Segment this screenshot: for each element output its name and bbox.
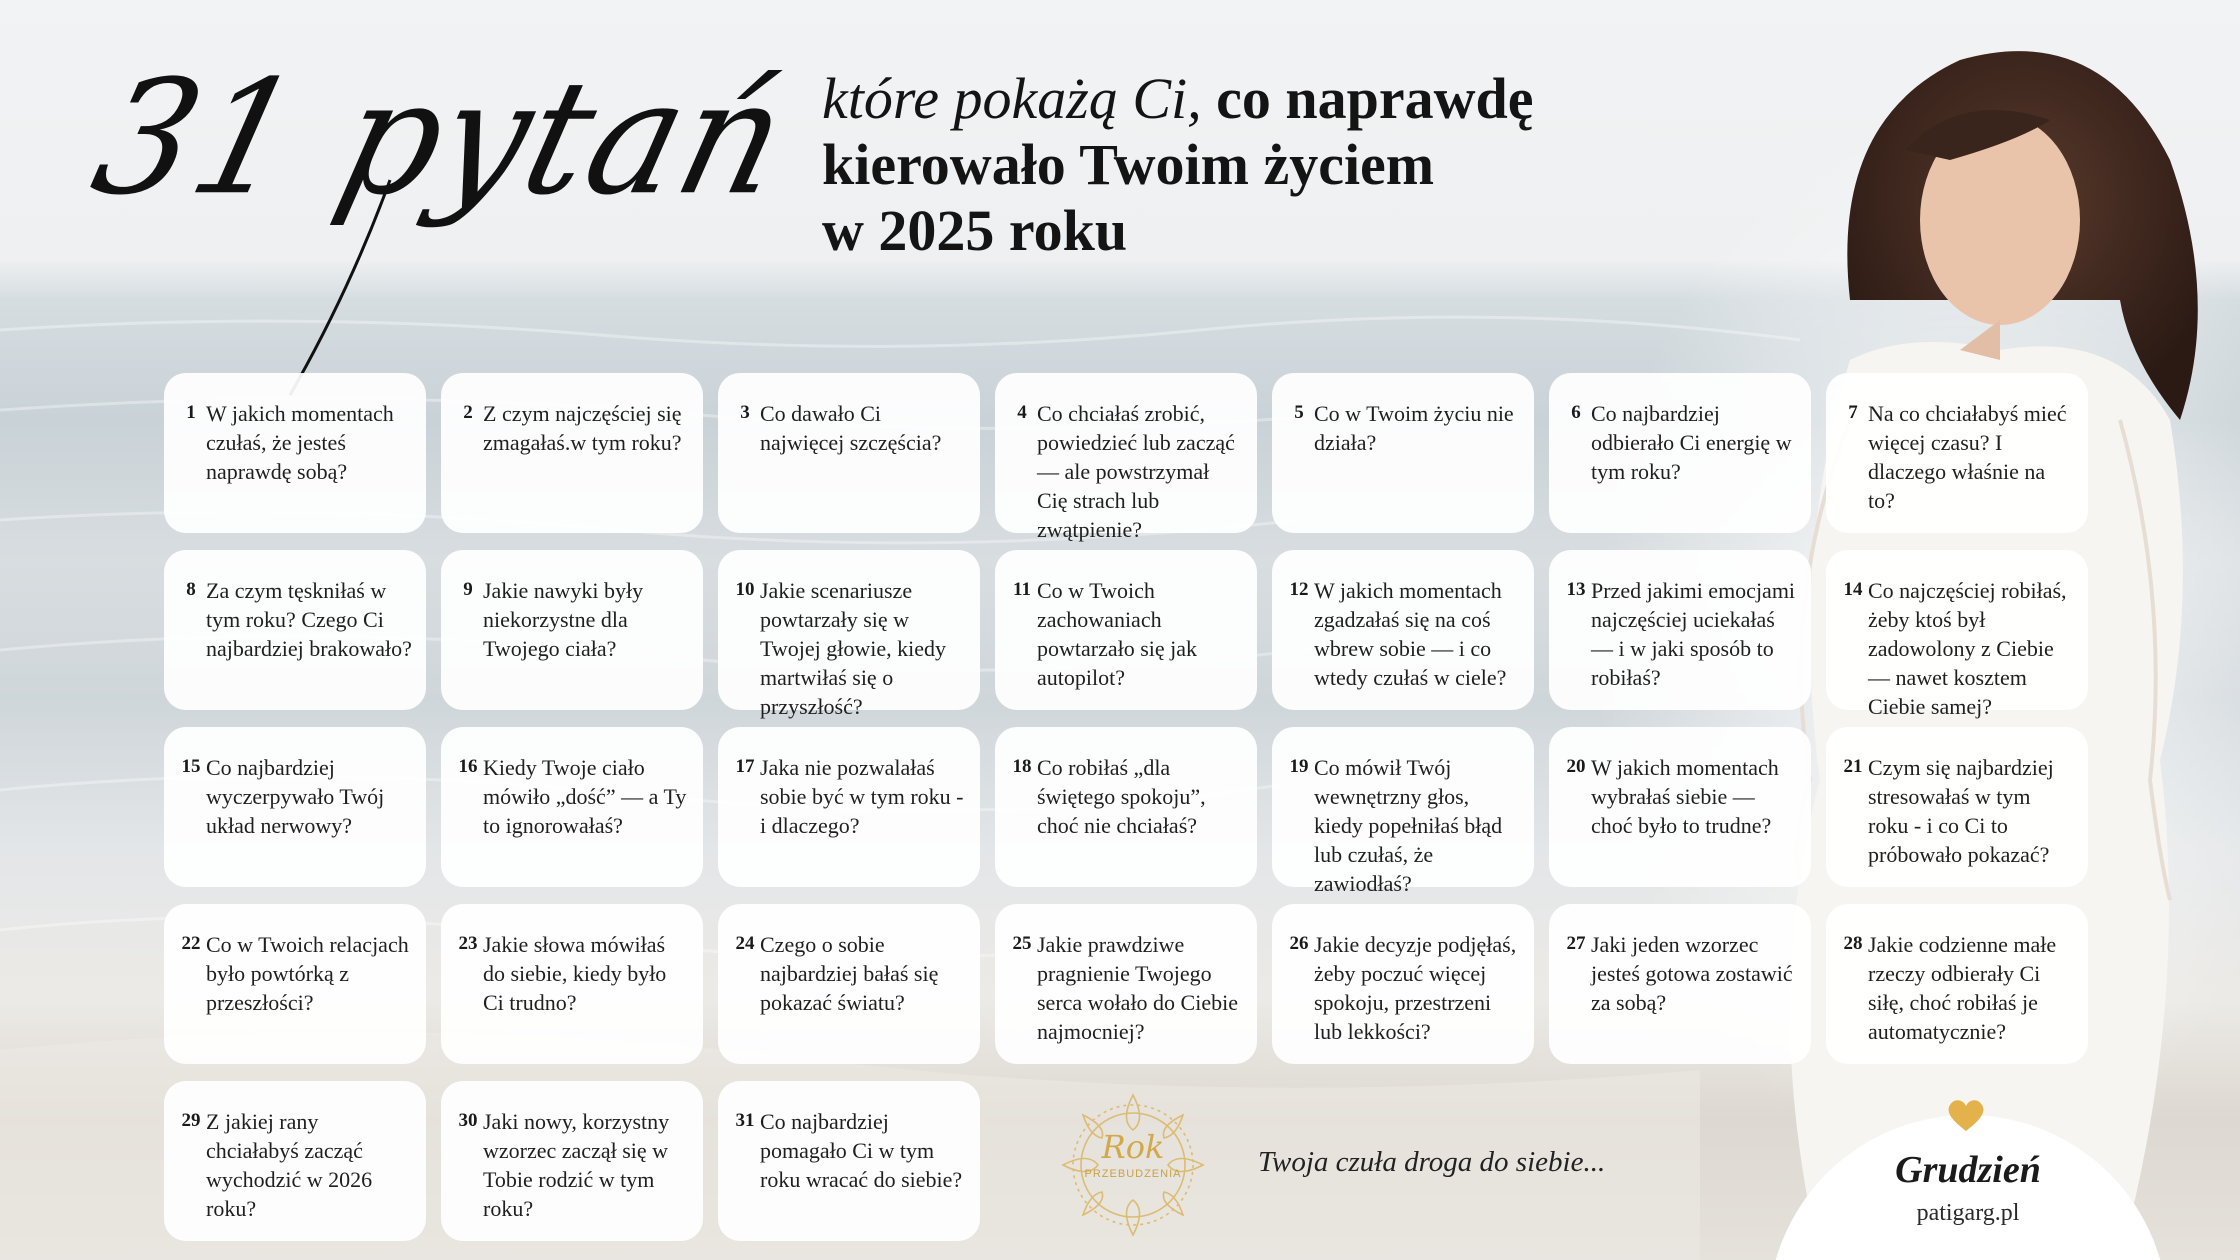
question-card	[164, 1081, 426, 1241]
question-number: 6	[1571, 402, 1581, 423]
question-number: 25	[1012, 933, 1032, 954]
question-text: Czego o sobie najbardziej bałaś się pokazać światu?	[760, 932, 939, 1015]
question-number: 15	[181, 756, 201, 777]
question-card	[1549, 550, 1811, 710]
question-card	[718, 373, 980, 533]
question-card	[1272, 373, 1534, 533]
question-text: Jaka nie pozwalałaś sobie być w tym roku - i dlaczego?	[760, 755, 964, 838]
question-card	[1272, 727, 1534, 896]
question-card	[441, 904, 703, 1064]
question-text: Jakie prawdziwe pragnienie Twojego serca wołało do Ciebie najmocniej?	[1037, 932, 1238, 1044]
question-text: Jaki nowy, korzystny wzorzec zaczął się w Tobie rodzić w tym roku?	[483, 1109, 670, 1221]
logo-word: Rok	[1101, 1128, 1165, 1166]
question-card	[164, 727, 426, 887]
question-number: 27	[1566, 933, 1586, 954]
headline-line-1	[822, 66, 1682, 132]
question-number: 20	[1566, 756, 1586, 777]
headline-line-2: kierowało Twoim życiem	[822, 132, 1435, 197]
question-card	[995, 373, 1257, 542]
question-text: Jakie codzienne małe rzeczy odbierały Ci siłę, choć robiłaś je automatycznie?	[1868, 932, 2057, 1044]
headline-line-3: w 2025 roku	[822, 198, 1128, 263]
question-text: Z jakiej rany chciałabyś zacząć wychodzić w 2026 roku?	[206, 1109, 373, 1221]
script-flourish	[280, 170, 420, 400]
question-card	[1826, 550, 2088, 719]
website-link[interactable]: patigarg.pl	[1916, 1200, 2020, 1226]
question-number: 13	[1566, 579, 1586, 600]
question-text: Jakie decyzje podjęłaś, żeby poczuć więcej spokoju, przestrzeni lub lekkości?	[1314, 932, 1517, 1044]
question-card	[1826, 373, 2088, 533]
question-text: Jakie scenariusze powtarzały się w Twojej głowie, kiedy martwiłaś się o przyszłość?	[760, 578, 947, 719]
question-card	[1826, 904, 2088, 1064]
question-text: Co najbardziej wyczerpywało Twój układ nerwowy?	[206, 755, 385, 838]
question-text: W jakich momentach czułaś, że jesteś naprawdę sobą?	[206, 401, 394, 484]
question-text: Za czym tęskniłaś w tym roku? Czego Ci najbardziej brakowało?	[206, 578, 412, 661]
question-card	[441, 373, 703, 533]
question-number: 1	[186, 402, 196, 423]
heart-icon	[1946, 1097, 1986, 1133]
question-number: 3	[740, 402, 750, 423]
question-text: Co chciałaś zrobić, powiedzieć lub zacząć — ale powstrzymał Cię strach lub zwątpienie?	[1037, 401, 1235, 542]
script-title: 31 pytań	[77, 47, 805, 231]
question-number: 24	[735, 933, 755, 954]
month-label: Grudzień	[1895, 1149, 2041, 1191]
question-number: 16	[458, 756, 478, 777]
headline-bold: co naprawdę	[1216, 66, 1534, 131]
question-card	[164, 550, 426, 710]
question-text: Czym się najbardziej stresowałaś w tym roku - i co Ci to próbowało pokazać?	[1868, 755, 2054, 867]
question-text: Jakie nawyki były niekorzystne dla Twojego ciała?	[483, 578, 644, 661]
question-card	[718, 1081, 980, 1241]
question-text: Co w Twoim życiu nie działa?	[1314, 401, 1514, 455]
question-number: 2	[463, 402, 473, 423]
question-card	[995, 904, 1257, 1064]
question-text: Jaki jeden wzorzec jesteś gotowa zostawić za sobą?	[1591, 932, 1793, 1015]
question-number: 23	[458, 933, 478, 954]
question-text: Co mówił Twój wewnętrzny głos, kiedy popełniłaś błąd lub czułaś, że zawiodłaś?	[1314, 755, 1503, 896]
question-card	[995, 727, 1257, 887]
question-card	[164, 904, 426, 1064]
question-number: 26	[1289, 933, 1309, 954]
question-number: 10	[735, 579, 755, 600]
question-number: 14	[1843, 579, 1863, 600]
question-number: 29	[181, 1110, 201, 1131]
question-text: Co najbardziej pomagało Ci w tym roku wracać do siebie?	[760, 1109, 963, 1192]
headline	[822, 66, 1682, 264]
headline-italic: które pokażą Ci,	[822, 66, 1202, 131]
question-number: 31	[735, 1110, 755, 1131]
question-number: 17	[735, 756, 755, 777]
question-card	[441, 550, 703, 710]
question-number: 7	[1848, 402, 1858, 423]
tagline: Twoja czuła droga do siebie...	[1258, 1146, 1606, 1178]
question-text: Jakie słowa mówiłaś do siebie, kiedy było Ci trudno?	[483, 932, 667, 1015]
question-text: Co dawało Ci najwięcej szczęścia?	[760, 401, 942, 455]
question-card	[1826, 727, 2088, 887]
question-number: 18	[1012, 756, 1032, 777]
question-card	[718, 727, 980, 887]
question-number: 9	[463, 579, 473, 600]
question-card	[718, 550, 980, 719]
question-card	[1549, 904, 1811, 1064]
question-card	[1272, 904, 1534, 1064]
question-card	[1549, 727, 1811, 887]
question-number: 5	[1294, 402, 1304, 423]
question-text: W jakich momentach zgadzałaś się na coś wbrew sobie — i co wtedy czułaś w ciele?	[1314, 578, 1507, 690]
question-card	[441, 1081, 703, 1241]
question-text: Co w Twoich relacjach było powtórką z przeszłości?	[206, 932, 409, 1015]
question-text: Co najczęściej robiłaś, żeby ktoś był zadowolony z Ciebie — nawet kosztem Ciebie samej?	[1868, 578, 2067, 719]
question-card	[441, 727, 703, 887]
question-text: W jakich momentach wybrałaś siebie — choć było to trudne?	[1591, 755, 1779, 838]
question-number: 8	[186, 579, 196, 600]
question-text: Co robiłaś „dla świętego spokoju”, choć nie chciałaś?	[1037, 755, 1206, 838]
question-text: Z czym najczęściej się zmagałaś.w tym roku?	[483, 401, 682, 455]
question-card	[718, 904, 980, 1064]
question-text: Kiedy Twoje ciało mówiło „dość” — a Ty to ignorowałaś?	[483, 755, 687, 838]
question-number: 19	[1289, 756, 1309, 777]
question-text: Przed jakimi emocjami najczęściej uciekałaś — i w jaki sposób to robiłaś?	[1591, 578, 1796, 690]
question-card	[1272, 550, 1534, 710]
question-text: Na co chciałabyś mieć więcej czasu? I dlaczego właśnie na to?	[1868, 401, 2067, 513]
question-number: 21	[1843, 756, 1863, 777]
question-text: Co w Twoich zachowaniach powtarzało się jak autopilot?	[1037, 578, 1198, 690]
question-number: 4	[1017, 402, 1027, 423]
question-text: Co najbardziej odbierało Ci energię w tym roku?	[1591, 401, 1792, 484]
question-number: 30	[458, 1110, 478, 1131]
question-card	[164, 373, 426, 533]
question-number: 11	[1013, 579, 1031, 600]
question-number: 12	[1289, 579, 1309, 600]
question-number: 28	[1843, 933, 1863, 954]
question-number: 22	[181, 933, 201, 954]
logo-subtitle: PRZEBUDZENIA	[1084, 1168, 1182, 1180]
question-card	[1549, 373, 1811, 533]
question-card	[995, 550, 1257, 710]
